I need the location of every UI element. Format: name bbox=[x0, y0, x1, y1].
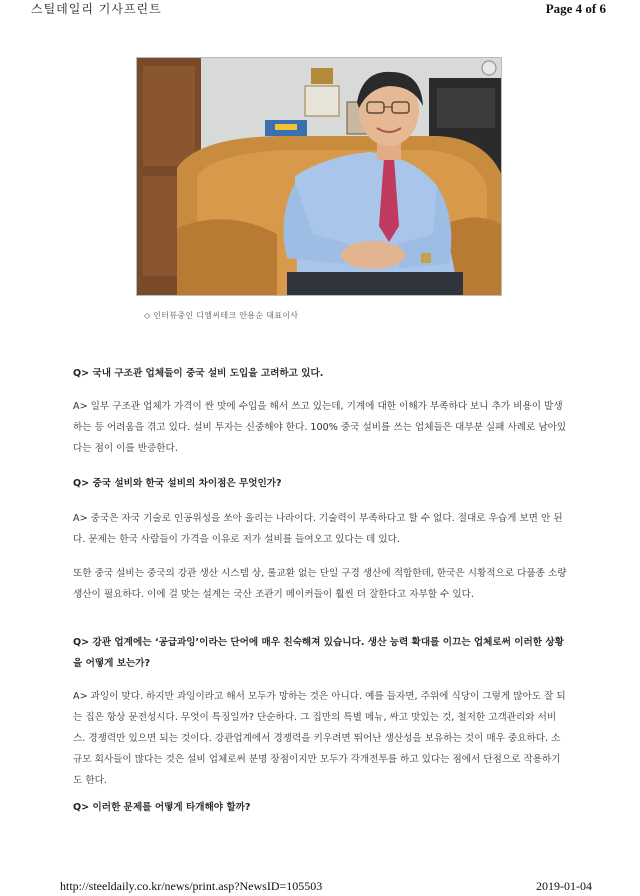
question-2: Q> 중국 설비와 한국 설비의 차이점은 무엇인가? bbox=[73, 478, 282, 489]
print-date: 2019-01-04 bbox=[536, 879, 592, 893]
page-indicator: Page 4 of 6 bbox=[545, 1, 606, 16]
interview-photo bbox=[136, 57, 502, 296]
question-1: Q> 국내 구조관 업체들이 중국 설비 도입을 고려하고 있다. bbox=[73, 368, 324, 379]
answer-2: A> 중국은 자국 기술로 인공위성을 쏘아 올리는 나라이다. 기술력이 부족하다고 할 수 없다. 절대로 우습게 보면 안 된다. 문제는 한국 사람들이 가격을 이유로 저가 설비를 들여오고 있다는 데 있다. bbox=[73, 513, 563, 545]
photo-caption: ◇ 인터뷰중인 디엠씨테크 안용순 대표이사 bbox=[144, 311, 299, 320]
answer-2-continued: 또한 중국 설비는 중국의 강관 생산 시스템 상, 롤교환 없는 단일 구경 생산에 적합한데, 한국은 시황적으로 다품종 소량 생산이 필요하다. 이에 걸 맞는 설계는 국산 조관기 메이커들이 훨씬 더 잘한다고 자부할 수 있다. bbox=[73, 568, 567, 600]
article-url: http://steeldaily.co.kr/news/print.asp?NewsID=105503 bbox=[60, 879, 323, 893]
publication-title: 스틸데일리 기사프린트 bbox=[31, 2, 162, 16]
answer-1: A> 일부 구조관 업체가 가격이 싼 맛에 수입을 해서 쓰고 있는데, 기계에 대한 이해가 부족하다 보니 추가 비용이 발생하는 등 어려움을 겪고 있다. 설비 투자는 신중해야 한다. 100% 중국 설비를 쓰는 업체들은 대부분 실패 사례로 남아있다는 점이 이를 반증한다. bbox=[73, 401, 567, 454]
question-4: Q> 이러한 문제를 어떻게 타개해야 할까? bbox=[73, 802, 251, 813]
question-3: Q> 강관 업계에는 ‘공급과잉’이라는 단어에 매우 친숙해져 있습니다. 생산 능력 확대를 이끄는 업체로써 이러한 상황을 어떻게 보는가? bbox=[73, 637, 564, 669]
answer-3: A> 과잉이 맞다. 하지만 과잉이라고 해서 모두가 망하는 것은 아니다. 예를 들자면, 주위에 식당이 그렇게 많아도 잘 되는 집은 항상 문전성시다. 무엇이 특징일까? 단순하다. 그 집만의 특별 메뉴, 싸고 맛있는 것, 철저한 고객관리와 서비스. 경쟁력만 있으면 되는 것이다. 강관업계에서 경쟁력을 키우려면 뛰어난 생산성을 보유하는 것이 매우 중요하다. 소규모 회사들이 많다는 것은 설비 업체로써 분명 장점이지만 모두가 각개전투를 하고 있다는 점에서 단점으로 작용하기도 한다. bbox=[73, 691, 566, 786]
